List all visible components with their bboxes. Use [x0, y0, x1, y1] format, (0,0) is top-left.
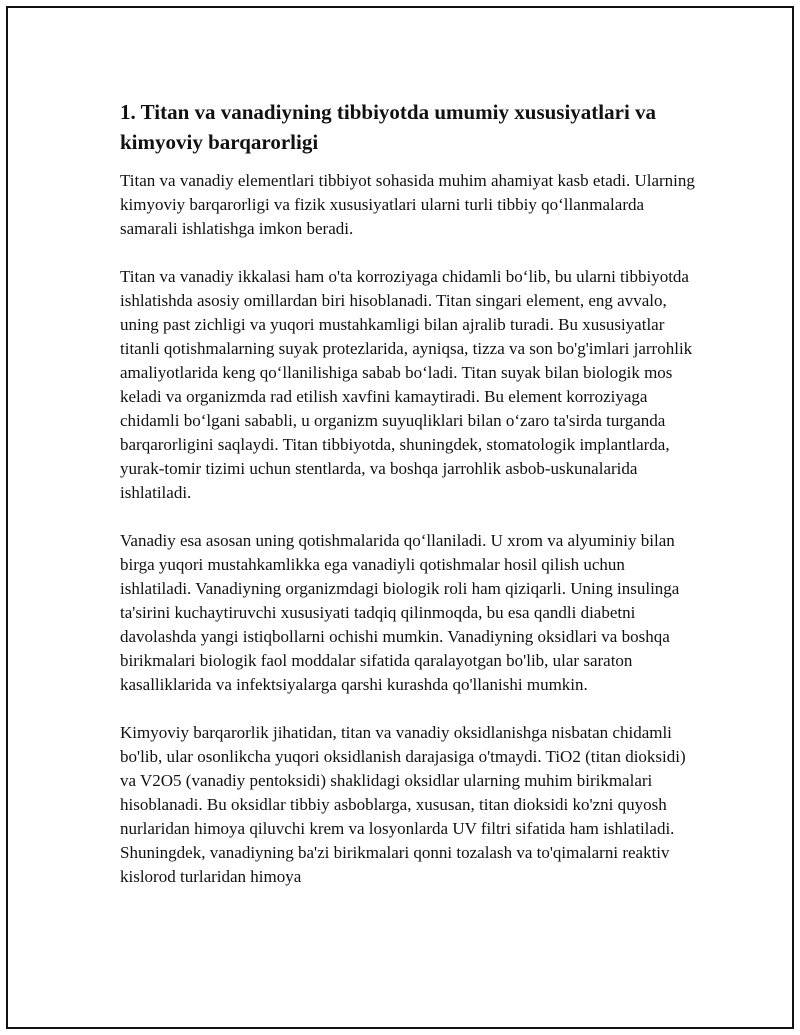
- document-page: [6, 6, 794, 1029]
- document-body: [120, 97, 696, 913]
- paragraph-vanadiy: Vanadiy esa asosan uning qotishmalarida qo‘llaniladi. U xrom va alyuminiy bilan birga yuqori mustahkamlikka ega vanadiyli qotishmalar hosil qilish uchun ishlatiladi. Vanadiyning organizmdagi biologik roli ham qiziqarli. Uning insulinga ta'sirini kuchaytiruvchi xususiyati tadqiq qilinmoqda, bu esa qandli diabetni davolashda yangi istiqbollarni ochishi mumkin. Vanadiyning oksidlari va boshqa birikmalari biologik faol moddalar sifatida qaralayotgan bo'lib, ular saraton kasalliklarida va infektsiyalarga qarshi kurashda qo'llanishi mumkin.: [120, 531, 680, 694]
- section-heading: 1. Titan va vanadiyning tibbiyotda umumiy xususiyatlari va kimyoviy barqarorligi: [120, 100, 657, 154]
- paragraph-titan: Titan va vanadiy ikkalasi ham o'ta korroziyaga chidamli bo‘lib, bu ularni tibbiyotda ishlatishda asosiy omillardan biri hisoblanadi. Titan singari element, eng avvalo, uning past zichligi va yuqori mustahkamligi bilan ajralib turadi. Bu xususiyatlar titanli qotishmalarning suyak protezlarida, ayniqsa, tizza va son bo'g'imlari jarrohlik amaliyotlarida keng qo‘llanilishiga sabab bo‘ladi. Titan suyak bilan biologik mos keladi va organizmda rad etilish xavfini kamaytiradi. Bu element korroziyaga chidamli bo‘lgani sababli, u organizm suyuqliklari bilan o‘zaro ta'sirda turganda barqarorligini saqlaydi. Titan tibbiyotda, shuningdek, stomatologik implantlarda, yurak-tomir tizimi uchun stentlarda, va boshqa jarrohlik asbob-uskunalarida ishlatiladi.: [120, 267, 693, 502]
- paragraph-intro: Titan va vanadiy elementlari tibbiyot sohasida muhim ahamiyat kasb etadi. Ularning kimyoviy barqarorligi va fizik xususiyatlari ularni turli tibbiy qo‘llanmalarda samarali ishlatishga imkon beradi.: [120, 171, 695, 238]
- paragraph-kimyoviy-barqarorlik: Kimyoviy barqarorlik jihatidan, titan va vanadiy oksidlanishga nisbatan chidamli bo'lib, ular osonlikcha yuqori oksidlanish darajasiga o'tmaydi. TiO2 (titan dioksidi) va V2O5 (vanadiy pentoksidi) shaklidagi oksidlar ularning muhim birikmalari hisoblanadi. Bu oksidlar tibbiy asboblarga, xususan, titan dioksidi ko'zni quyosh nurlaridan himoya qiluvchi krem va losyonlarda UV filtri sifatida ham ishlatiladi. Shuningdek, vanadiyning ba'zi birikmalari qonni tozalash va to'qimalarni reaktiv kislorod turlaridan himoya: [120, 723, 686, 886]
